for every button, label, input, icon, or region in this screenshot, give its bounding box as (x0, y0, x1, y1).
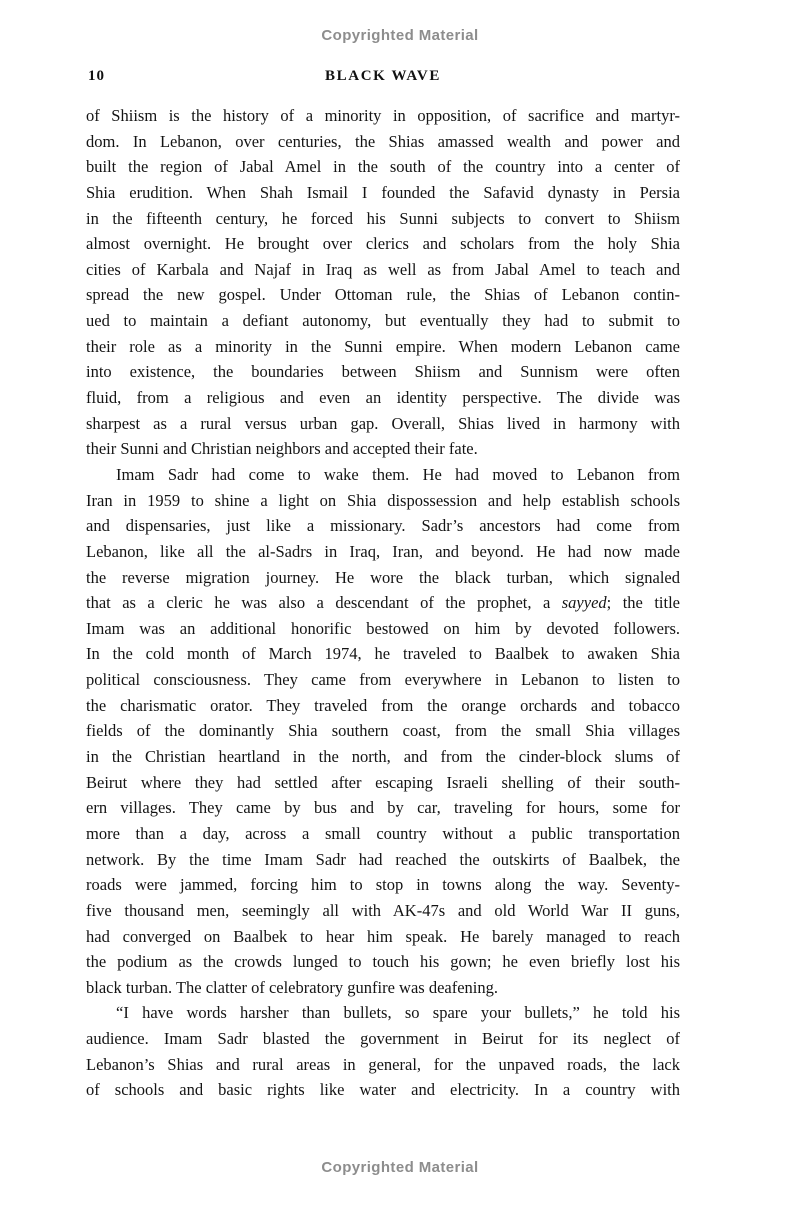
text-line: fluid, from a religious and even an identity perspective. The divide was (86, 388, 680, 408)
page-number: 10 (88, 68, 105, 84)
copyright-notice-top: Copyrighted Material (321, 27, 479, 44)
running-header-title: BLACK WAVE (325, 68, 441, 84)
text-line: their role as a minority in the Sunni empire. When modern Lebanon came (86, 336, 680, 356)
text-line: network. By the time Imam Sadr had reached the outskirts of Baalbek, the (86, 849, 680, 869)
text-line: roads were jammed, forcing him to stop in towns along the way. Seventy- (86, 875, 680, 895)
text-line: Lebanon’s Shias and rural areas in general, for the unpaved roads, the lack (86, 1054, 680, 1074)
text-line: the reverse migration journey. He wore the black turban, which signaled (86, 567, 680, 587)
text-line: in the fifteenth century, he forced his Sunni subjects to convert to Shiism (86, 208, 680, 228)
text-line: that as a cleric he was also a descendant of the prophet, a sayyed; the title (86, 593, 680, 613)
text-line: the charismatic orator. They traveled from the orange orchards and tobacco (86, 695, 680, 715)
text-line: built the region of Jabal Amel in the south of the country into a center of (86, 157, 680, 177)
text-line: cities of Karbala and Najaf in Iraq as well as from Jabal Amel to teach and (86, 259, 680, 279)
text-line: Lebanon, like all the al-Sadrs in Iraq, Iran, and beyond. He had now made (86, 541, 680, 561)
text-line: sharpest as a rural versus urban gap. Overall, Shias lived in harmony with (86, 413, 680, 433)
text-line: “I have words harsher than bullets, so spare your bullets,” he told his (116, 1003, 680, 1023)
text-line: their Sunni and Christian neighbors and accepted their fate. (86, 439, 478, 459)
text-line: Beirut where they had settled after escaping Israeli shelling of their south- (86, 772, 680, 792)
text-line: audience. Imam Sadr blasted the government in Beirut for its neglect of (86, 1029, 680, 1049)
text-line: Iran in 1959 to shine a light on Shia dispossession and help establish schools (86, 490, 680, 510)
text-line: black turban. The clatter of celebratory gunfire was deafening. (86, 977, 499, 997)
text-line: of Shiism is the history of a minority in opposition, of sacrifice and martyr- (86, 106, 680, 125)
text-line: Shia erudition. When Shah Ismail I founded the Safavid dynasty in Persia (86, 182, 680, 202)
page-header (86, 68, 680, 86)
text-line: fields of the dominantly Shia southern coast, from the small Shia villages (86, 721, 680, 741)
text-line: In the cold month of March 1974, he traveled to Baalbek to awaken Shia (86, 644, 680, 664)
text-line: more than a day, across a small country without a public transportation (86, 823, 680, 843)
text-line: Imam was an additional honorific bestowed on him by devoted followers. (86, 618, 680, 638)
text-line: ued to maintain a defiant autonomy, but eventually they had to submit to (86, 311, 680, 331)
text-line: spread the new gospel. Under Ottoman rule, the Shias of Lebanon contin- (86, 285, 680, 305)
text-line: dom. In Lebanon, over centuries, the Shias amassed wealth and power and (86, 131, 680, 151)
text-line: had converged on Baalbek to hear him speak. He barely managed to reach (86, 926, 680, 946)
copyright-notice-bottom: Copyrighted Material (321, 1159, 479, 1176)
text-line: the podium as the crowds lunged to touch his gown; he even briefly lost his (86, 952, 680, 972)
text-line: five thousand men, seemingly all with AK-47s and old World War II guns, (86, 900, 680, 920)
text-line: into existence, the boundaries between Shiism and Sunnism were often (86, 362, 680, 382)
text-line: of schools and basic rights like water and electricity. In a country with (86, 1080, 680, 1100)
text-line: political consciousness. They came from everywhere in Lebanon to listen to (86, 670, 680, 690)
text-line: ern villages. They came by bus and by car, traveling for hours, some for (86, 798, 680, 818)
body-text (86, 103, 680, 1103)
text-line: and dispensaries, just like a missionary. Sadr’s ancestors had come from (86, 516, 680, 536)
text-line: almost overnight. He brought over clerics and scholars from the holy Shia (86, 234, 680, 254)
text-line: in the Christian heartland in the north, and from the cinder-block slums of (86, 747, 680, 767)
text-line: Imam Sadr had come to wake them. He had moved to Lebanon from (116, 464, 680, 484)
